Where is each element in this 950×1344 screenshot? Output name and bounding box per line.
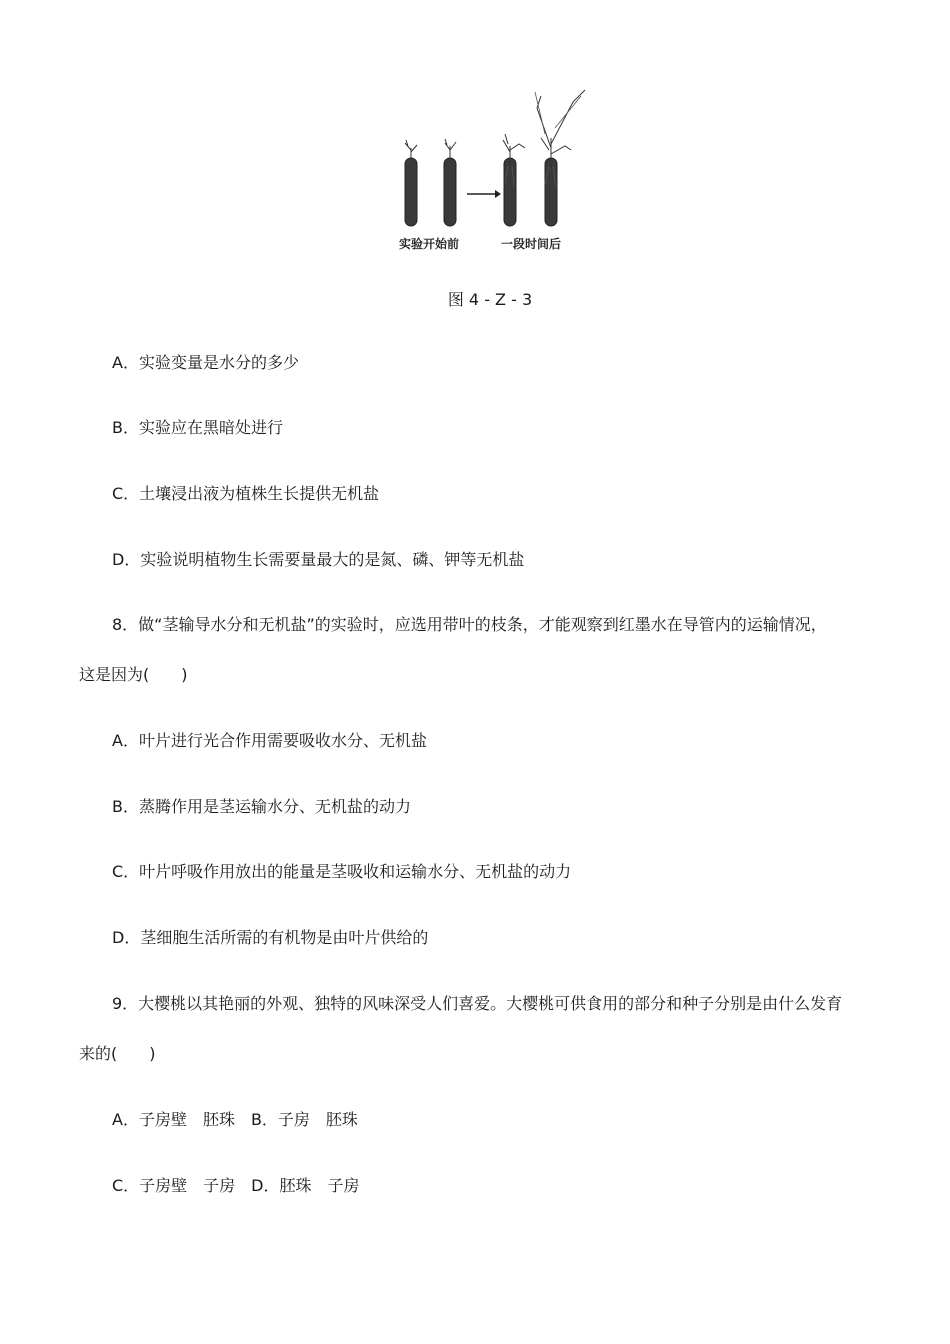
q7-option-b: B．实验应在黑暗处进行	[112, 418, 283, 437]
q8-option-c: C．叶片呼吸作用放出的能量是茎吸收和运输水分、无机盐的动力	[112, 862, 572, 881]
q9-stem-line2: 来的( )	[79, 1044, 156, 1063]
q8-option-a: A．叶片进行光合作用需要吸收水分、无机盐	[112, 731, 427, 750]
test-tube-illustration	[395, 88, 595, 258]
q7-option-c: C．土壤浸出液为植株生长提供无机盐	[112, 484, 380, 503]
experiment-figure	[395, 88, 595, 258]
q7-option-a: A．实验变量是水分的多少	[112, 353, 299, 372]
tube-before-2	[444, 139, 456, 226]
tube-before-1	[405, 140, 417, 226]
q9-options-row1: A．子房壁 胚珠 B．子房 胚珠	[112, 1110, 358, 1129]
figure-caption: 图 4 - Z - 3	[447, 290, 533, 309]
q8-stem-line2: 这是因为( )	[79, 665, 188, 684]
q9-options-row2: C．子房壁 子房 D．胚珠 子房	[112, 1176, 360, 1195]
tube-after-2	[535, 90, 585, 226]
arrow-icon	[467, 190, 501, 198]
q9-stem-line1: 9．大樱桃以其艳丽的外观、独特的风味深受人们喜爱。大樱桃可供食用的部分和种子分别是由什么发育	[112, 994, 843, 1013]
q8-option-b: B．蒸腾作用是茎运输水分、无机盐的动力	[112, 797, 411, 816]
q7-option-d: D．实验说明植物生长需要量最大的是氮、磷、钾等无机盐	[112, 550, 525, 569]
label-before: 实验开始前	[398, 237, 460, 251]
tube-after-1	[503, 134, 525, 226]
q8-stem-line1: 8．做“茎输导水分和无机盐”的实验时，应选用带叶的枝条，才能观察到红墨水在导管内的运输情况，	[112, 615, 827, 634]
label-after: 一段时间后	[500, 237, 562, 251]
q8-option-d: D．茎细胞生活所需的有机物是由叶片供给的	[112, 928, 429, 947]
